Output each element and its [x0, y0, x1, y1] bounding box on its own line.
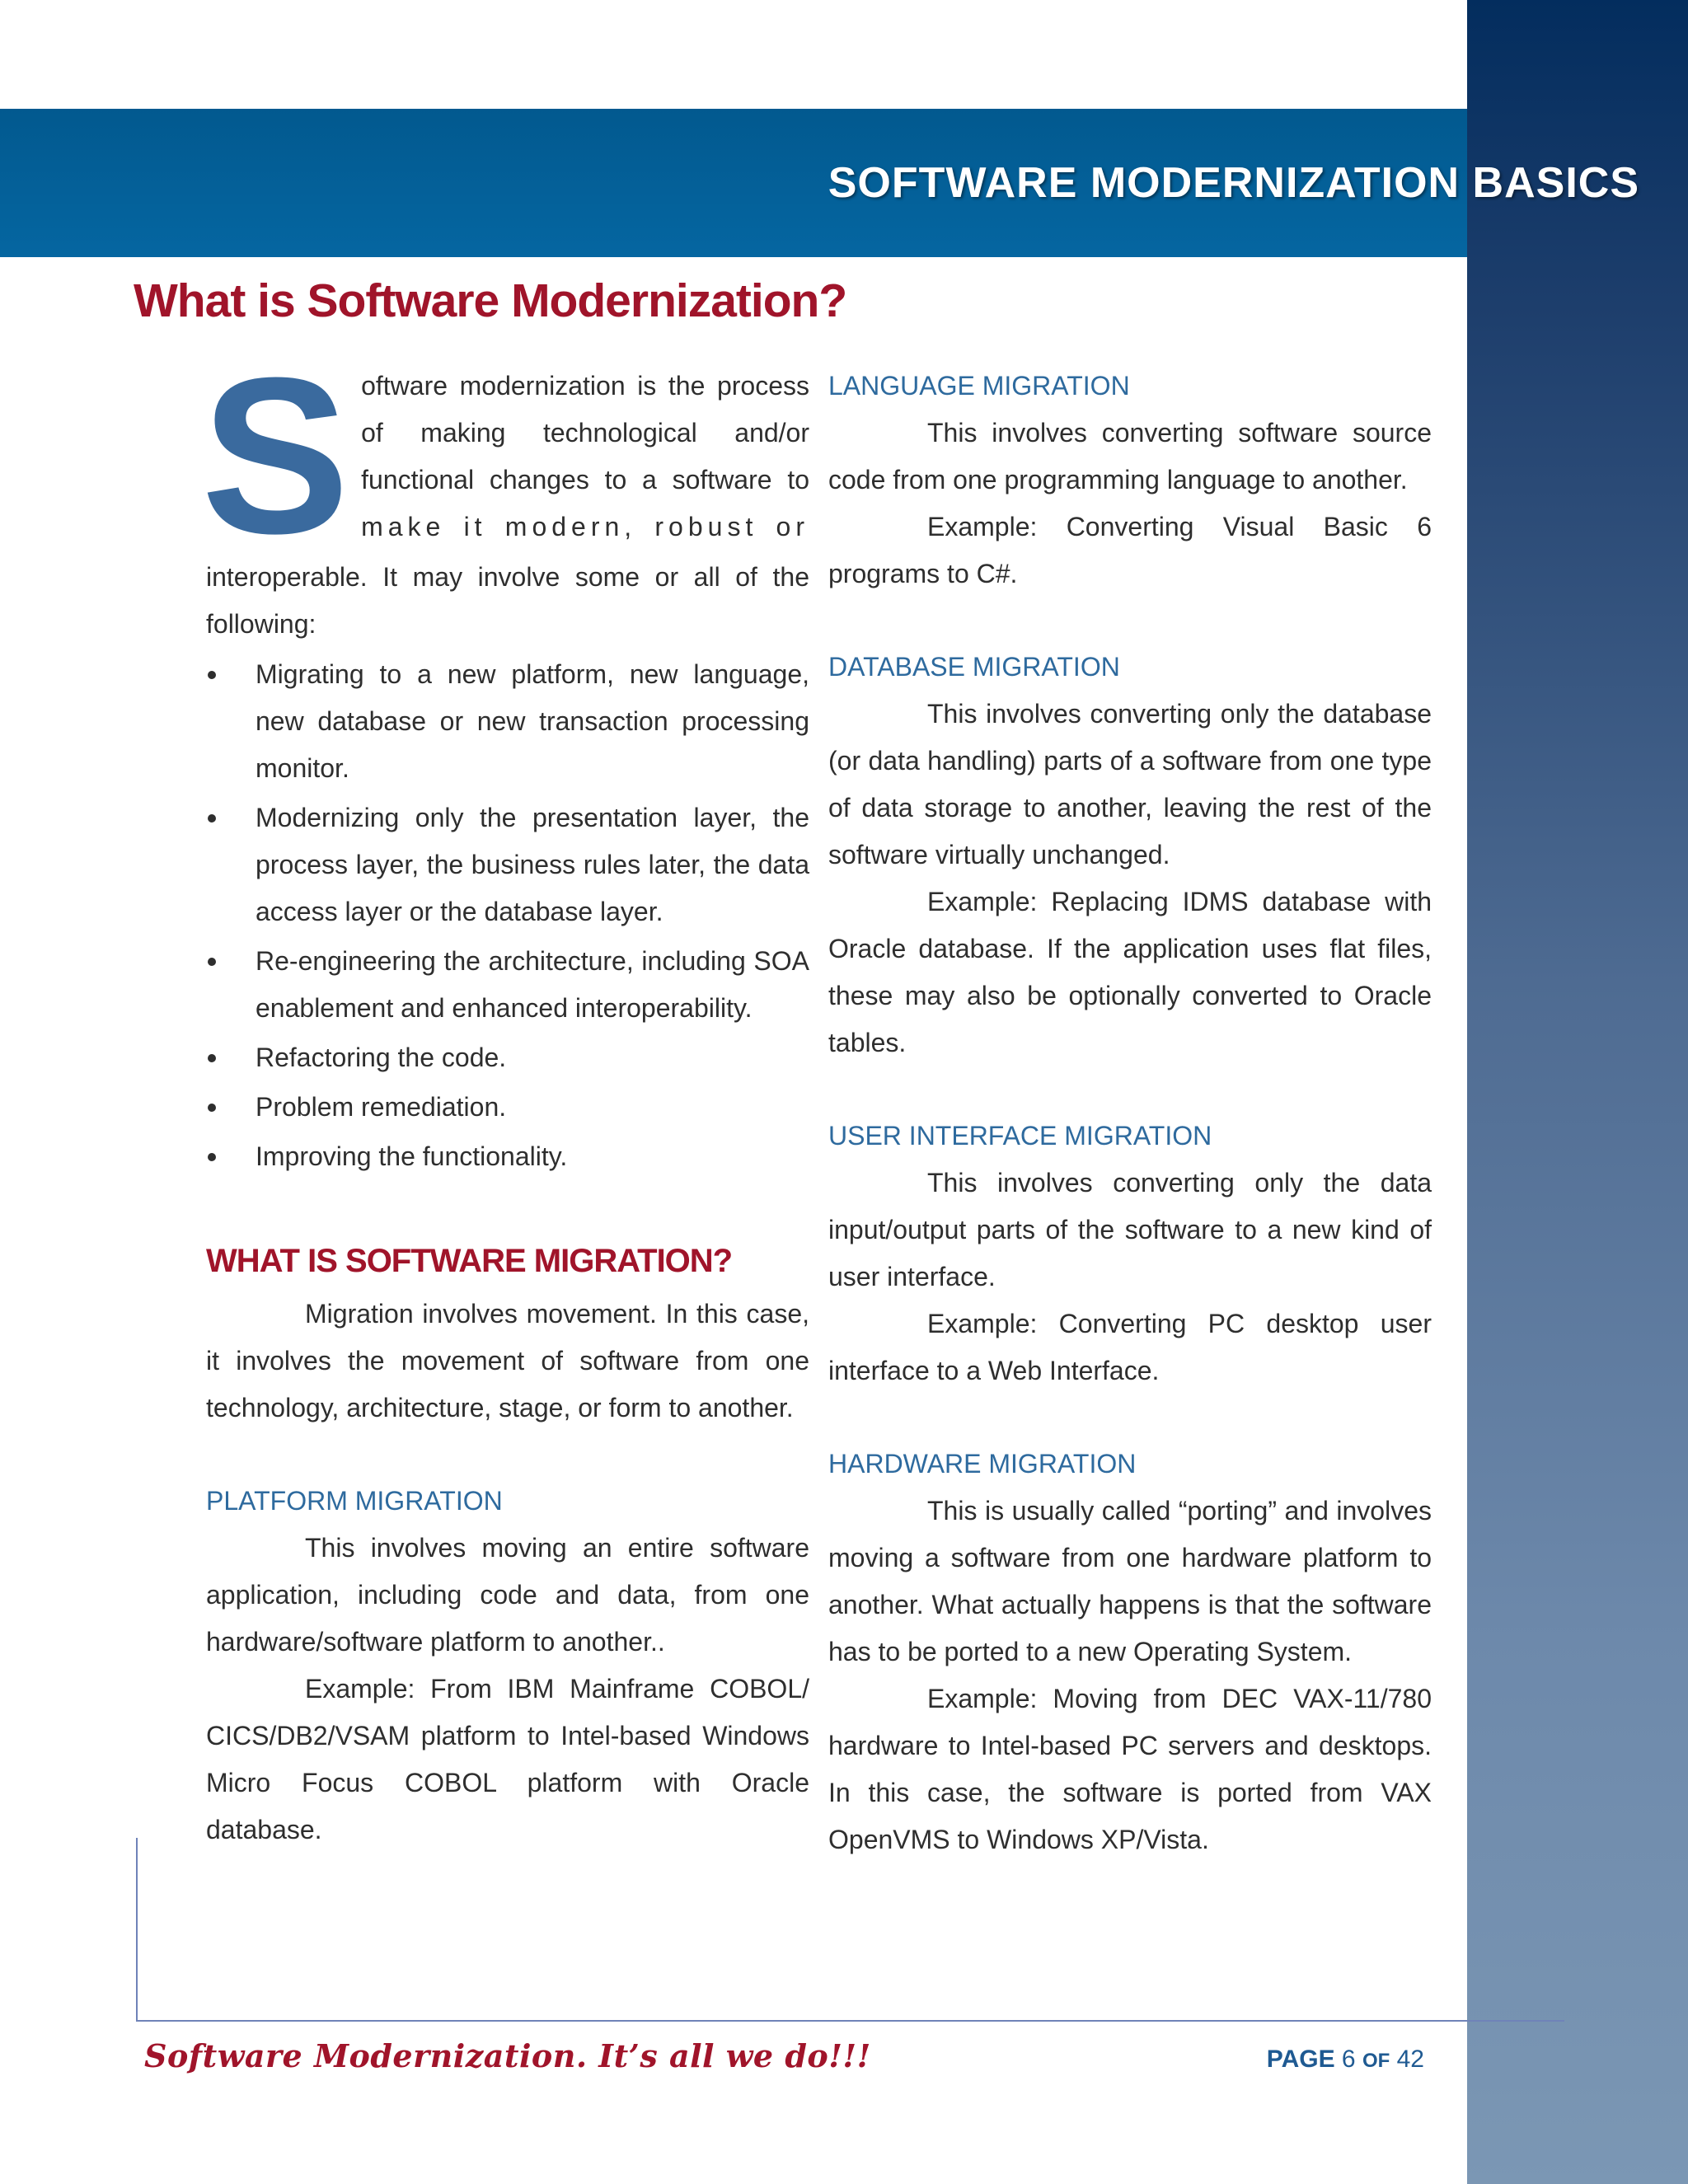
list-item: Refactoring the code.: [206, 1034, 809, 1081]
hardware-text: This is usually called “porting” and involves moving a software from one hardware platform to another. What actually happens is that the software has to be ported to a new Operating System.: [828, 1496, 1432, 1666]
list-item: Modernizing only the presentation layer, the process layer, the business rules later, the data access layer or the database layer.: [206, 794, 809, 935]
database-heading: DATABASE MIGRATION: [828, 652, 1120, 682]
list-item: Re-engineering the architecture, including SOA enablement and enhanced interoperability.: [206, 938, 809, 1032]
language-heading: LANGUAGE MIGRATION: [828, 371, 1130, 401]
footer-vertical-rule: [136, 1838, 138, 2021]
page-of: OF: [1362, 2050, 1390, 2072]
page-label: PAGE: [1266, 2046, 1335, 2073]
hardware-example: Example: Moving from DEC VAX-11/780 hardware to Intel-based PC servers and desktops. In this case, the software is ported from VAX OpenVMS to Windows XP/Vista.: [828, 1684, 1432, 1854]
migration-heading: WHAT IS SOFTWARE MIGRATION?: [206, 1243, 733, 1279]
modernization-list: [206, 651, 809, 1180]
language-text: This involves converting software source code from one programming language to another.: [828, 418, 1432, 494]
hardware-heading: HARDWARE MIGRATION: [828, 1449, 1137, 1479]
page-title: What is Software Modernization?: [134, 274, 847, 327]
platform-example: Example: From IBM Mainframe COBOL/ CICS/DB2/VSAM platform to Intel-based Windows Micro Focus COBOL platform with Oracle database.: [206, 1674, 809, 1844]
list-item: Improving the functionality.: [206, 1133, 809, 1180]
page-total: 42: [1396, 2046, 1424, 2073]
platform-text: This involves moving an entire software application, including code and data, from one hardware/software platform to another..: [206, 1533, 809, 1657]
database-example: Example: Replacing IDMS database with Oracle database. If the application uses flat files, these may also be optionally converted to Oracle tables.: [828, 887, 1432, 1057]
intro-line-4: make it modern, robust or: [361, 512, 809, 541]
migration-text: Migration involves movement. In this case, it involves the movement of software from one technology, architecture, stage, or form to another.: [206, 1299, 809, 1422]
ui-heading: USER INTERFACE MIGRATION: [828, 1121, 1212, 1151]
drop-cap: S: [201, 332, 350, 580]
intro-line-3: functional changes to a software to: [361, 465, 809, 494]
side-decorative-band: [1467, 0, 1688, 2184]
right-column: [828, 363, 1432, 1863]
intro-line-1: oftware modernization is the process: [361, 371, 809, 401]
footer-rule: [136, 2020, 1564, 2022]
page-current: 6: [1341, 2046, 1356, 2073]
intro-line-2: of making technological and/or: [361, 418, 809, 448]
language-example: Example: Converting Visual Basic 6 programs to C#.: [828, 512, 1432, 588]
list-item: Problem remediation.: [206, 1084, 809, 1131]
list-item: Migrating to a new platform, new language, new database or new transaction processing monitor.: [206, 651, 809, 792]
intro-rest: interoperable. It may involve some or all of the following:: [206, 562, 809, 639]
database-text: This involves converting only the database (or data handling) parts of a software from one type of data storage to another, leaving the rest of the software virtually unchanged.: [828, 699, 1432, 869]
ui-text: This involves converting only the data input/output parts of the software to a new kind of user interface.: [828, 1168, 1432, 1291]
ui-example: Example: Converting PC desktop user interface to a Web Interface.: [828, 1309, 1432, 1385]
header-title: SOFTWARE MODERNIZATION BASICS: [828, 159, 1639, 207]
footer-tagline: Software Modernization. It’s all we do!!!: [144, 2037, 871, 2074]
platform-heading: PLATFORM MIGRATION: [206, 1486, 503, 1516]
left-column: [201, 332, 809, 1854]
page-number: [1267, 2046, 1424, 2074]
